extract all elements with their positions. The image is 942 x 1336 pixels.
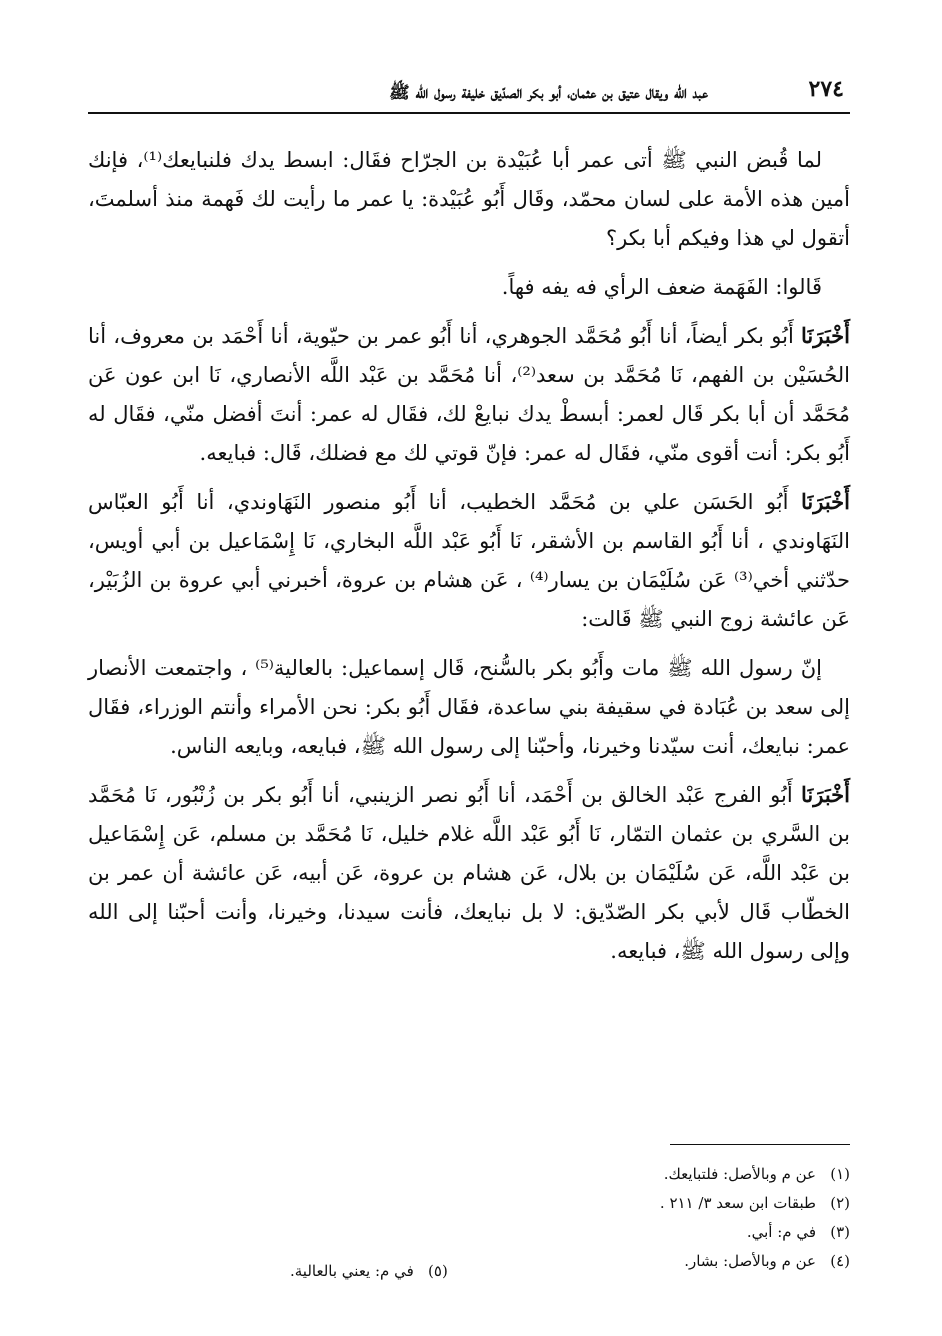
paragraph: أَخْبَرَنَا أَبُو بكر أيضاً، أنا أَبُو مُحَمَّد الجوهري، أنا أَبُو عمر بن حيّوية، أنا أَحْمَد بن معروف، أنا الحُسَيْن بن الفهم، نَا مُحَمَّد بن سعد⁽²⁾، أنا مُحَمَّد بن عَبْد اللَّه الأنصاري، نَا ابن عون عَن مُحَمَّد أن أبا بكر قَال لعمر: أبسطْ يدك نبايعْ لك، فقَال له عمر: أنتَ أفضل منّي، فقَال له أَبُو بكر: أنت أقوى منّي، فقَال له عمر: فإنّ قوتي لك مع فضلك، قَال: فبايعه. <box>88 323 851 465</box>
footnote-item: (٢)طبقات ابن سعد ٣/ ٢١١ . <box>659 1194 850 1212</box>
footnote-item: (٣)في م: أبي. <box>746 1223 850 1241</box>
paragraph: لما قُبض النبي ﷺ أتى عمر أبا عُبَيْدة بن الجرّاح فقَال: ابسط يدك فلنبايعك⁽¹⁾، فإنك أمين هذه الأمة على لسان محمّد، وقَال أَبُو عُبَيْدة: يا عمر ما رأيت لك فَهمة منذ أسلمتَ، أتقول لي هذا وفيكم أبا بكر؟ <box>88 148 850 250</box>
running-header <box>88 72 850 114</box>
akhbarana-lead: أَخْبَرَنَا <box>801 782 850 807</box>
footnote-item: (٤)عن م وبالأصل: بشار. <box>684 1252 850 1270</box>
paragraph: أَخْبَرَنَا أَبُو الفرج عَبْد الخالق بن أَحْمَد، أنا أَبُو نصر الزينبي، أنا أَبُو بكر بن زُنْبُور، نَا مُحَمَّد بن السَّري بن عثمان التمّار، نَا أَبُو عَبْد اللَّه غلام خليل، نَا مُحَمَّد بن مسلم، عَن إِسْمَاعيل بن عَبْد اللَّه، عَن سُلَيْمَان بن بلال، عَن هشام بن عروة، عَن أبيه، عَن عائشة أن عمر بن الخطّاب قَال لأبي بكر الصّدّيق: لا بل نبايعك، فأنت سيدنا، وخيرنا، وأنت أحبّنا إلى الله وإلى رسول الله ﷺ، فبايعه. <box>88 782 850 963</box>
akhbarana-lead: أَخْبَرَنَا <box>801 323 850 348</box>
page-number: ٢٧٤ <box>808 76 844 102</box>
main-text <box>88 140 850 980</box>
footnote-item-5: (٥)في م: يعني بالعالية. <box>290 1262 448 1280</box>
paragraph: إنّ رسول الله ﷺ مات وأَبُو بكر بالسُّنح، قَال إسماعيل: بالعالية⁽⁵⁾ ، واجتمعت الأنصار إلى سعد بن عُبَادة في سقيفة بني ساعدة، فقَال أَبُو بكر: نحن الأمراء وأنتم الوزراء، فقَال عمر: نبايعك، أنت سيّدنا وخيرنا، وأحبّنا إلى رسول الله ﷺ، فبايعه، وبايعه الناس. <box>88 656 850 758</box>
header-title: عبد الله ويقال عتيق بن عثمان، أبو بكر الصدّيق خليفة رسول الله ﷺ <box>389 83 708 103</box>
paragraph: قَالوا: الفَهَمة ضعف الرأي فه يفه فهاً. <box>501 275 822 299</box>
paragraph: أَخْبَرَنَا أَبُو الحَسَن علي بن مُحَمَّد الخطيب، أنا أَبُو منصور النَهَاوندي، أنا أَبُو العبّاس النَهَاوندي ، أنا أَبُو القاسم بن الأشقر، نَا أَبُو عَبْد اللَّه البخاري، نَا إِسْمَاعيل بن أبي أويس، حدّثني أخي⁽³⁾ عَن سُلَيْمَان بن يسار⁽⁴⁾ ، عَن هشام بن عروة، أخبرني أبي عروة بن الزُبَيْر، عَن عائشة زوج النبي ﷺ قَالت: <box>88 489 851 631</box>
akhbarana-lead: أَخْبَرَنَا <box>801 489 850 514</box>
footnote-divider <box>670 1144 850 1145</box>
footnote-item: (١)عن م وبالأصل: فلتبايعك. <box>663 1165 850 1183</box>
footnotes <box>88 1160 850 1276</box>
